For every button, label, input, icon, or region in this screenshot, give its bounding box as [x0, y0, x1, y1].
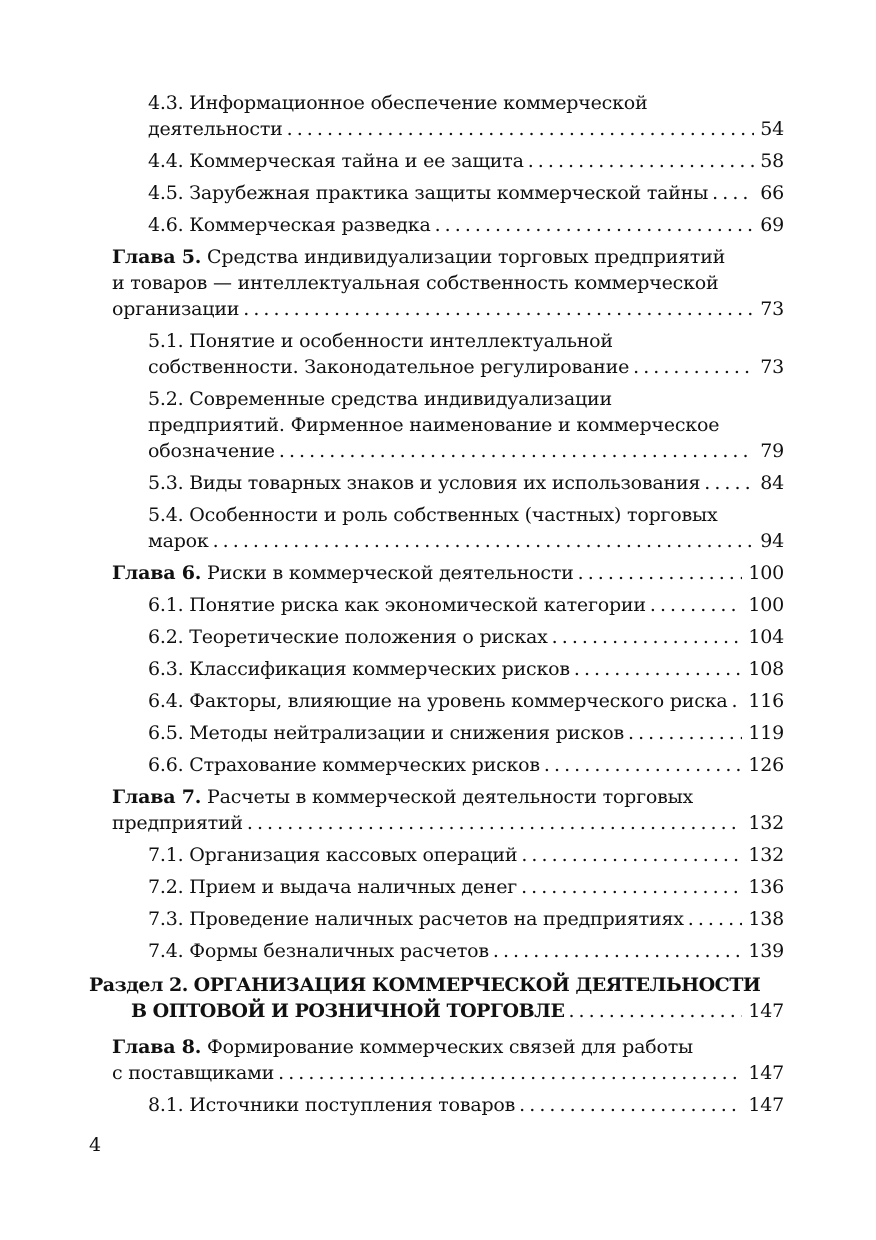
toc-entry-text: организации — [112, 298, 240, 320]
toc-entry-text: 5.1. Понятие и особенности интеллектуальной — [148, 330, 613, 352]
toc-entry-text: марок — [148, 530, 209, 552]
dot-leader — [578, 560, 743, 586]
toc-chapter-entry — [112, 560, 784, 586]
dot-leader — [521, 842, 742, 868]
toc-page-number: 79 — [760, 440, 784, 462]
page-number: 4 — [89, 1134, 102, 1156]
toc-page-number: 147 — [748, 1000, 784, 1022]
toc-entry-text: 4.5. Зарубежная практика защиты коммерческой тайны — [148, 182, 709, 204]
toc-entry-text: 7.3. Проведение наличных расчетов на предприятиях — [148, 908, 684, 930]
toc-chapter-entry — [112, 784, 784, 836]
dot-leader — [493, 938, 742, 964]
toc-entry — [148, 938, 784, 964]
toc-entry-text: 4.6. Коммерческая разведка — [148, 214, 431, 236]
toc-entry-text: 7.2. Прием и выдача наличных денег — [148, 876, 518, 898]
toc-page-number: 58 — [760, 150, 784, 172]
dot-leader — [213, 528, 755, 554]
toc-entry-text: 6.6. Страхование коммерческих рисков — [148, 754, 540, 776]
toc-entry-text: 5.2. Современные средства индивидуализации — [148, 388, 612, 410]
toc-entry-text: с поставщиками — [112, 1062, 275, 1084]
toc-entry-text: 4.4. Коммерческая тайна и ее защита — [148, 150, 524, 172]
dot-leader — [688, 906, 743, 932]
toc-entry-text: 6.3. Классификация коммерческих рисков — [148, 658, 570, 680]
toc-page-number: 108 — [748, 658, 784, 680]
toc-page-number: 66 — [760, 182, 784, 204]
toc-entry — [148, 90, 784, 142]
toc-entry — [148, 656, 784, 682]
dot-leader — [574, 656, 742, 682]
toc-page-number: 69 — [760, 214, 784, 236]
toc-entry-text: Средства индивидуализации торговых предприятий — [207, 246, 726, 268]
chapter-label: Глава 6. — [112, 562, 202, 584]
toc-entry-text: 6.4. Факторы, влияющие на уровень коммерческого риска — [148, 690, 728, 712]
toc-entry-text: 5.3. Виды товарных знаков и условия их использования — [148, 472, 701, 494]
toc-entry-text: 5.4. Особенности и роль собственных (частных) торговых — [148, 504, 718, 526]
toc-entry-text: собственности. Законодательное регулирование — [148, 356, 630, 378]
toc-entry — [148, 874, 784, 900]
toc-chapter-entry — [112, 1034, 784, 1086]
toc-entry — [148, 180, 784, 206]
toc-entry-text: 7.4. Формы безналичных расчетов — [148, 940, 489, 962]
toc-entry-text: 8.1. Источники поступления товаров — [148, 1094, 516, 1116]
toc-entry-text: 6.5. Методы нейтрализации и снижения рисков — [148, 722, 625, 744]
toc-entry — [148, 502, 784, 554]
toc-entry-text: Формирование коммерческих связей для работы — [207, 1036, 693, 1058]
toc-page-number: 104 — [748, 626, 784, 648]
toc-entry-text: 4.3. Информационное обеспечение коммерческой — [148, 92, 648, 114]
toc-page-number: 139 — [748, 940, 784, 962]
toc-entry — [148, 592, 784, 618]
toc-page-number: 119 — [748, 722, 784, 744]
chapter-label: Глава 8. — [112, 1036, 202, 1058]
dot-leader — [521, 874, 742, 900]
toc-page-number: 132 — [748, 812, 784, 834]
dot-leader — [732, 688, 743, 714]
dot-leader — [278, 1060, 742, 1086]
section-title: В ОПТОВОЙ И РОЗНИЧНОЙ ТОРГОВЛЕ — [131, 1000, 565, 1022]
toc-page-number: 84 — [760, 472, 784, 494]
toc-entry-text: предприятий — [112, 812, 243, 834]
toc-entry — [148, 752, 784, 778]
toc-entry-text: обозначение — [148, 440, 275, 462]
dot-leader — [519, 1092, 742, 1118]
toc-entry-text: предприятий. Фирменное наименование и коммерческое — [148, 414, 720, 436]
toc-page-number: 136 — [748, 876, 784, 898]
toc-entry — [148, 328, 784, 380]
toc-entry-text: 6.1. Понятие риска как экономической категории — [148, 594, 646, 616]
toc-entry-text: 7.1. Организация кассовых операций — [148, 844, 518, 866]
dot-leader — [704, 470, 754, 496]
toc-chapter-entry — [112, 244, 784, 322]
dot-leader — [435, 212, 755, 238]
toc-page-number: 147 — [748, 1094, 784, 1116]
dot-leader — [544, 752, 742, 778]
dot-leader — [247, 810, 742, 836]
toc-page-number: 100 — [748, 562, 784, 584]
toc-page-number: 138 — [748, 908, 784, 930]
toc-page-number: 54 — [760, 118, 784, 140]
toc-page-number: 73 — [760, 298, 784, 320]
dot-leader — [568, 998, 742, 1024]
dot-leader — [552, 624, 743, 650]
dot-leader — [528, 148, 755, 174]
toc-page-number: 94 — [760, 530, 784, 552]
toc-entry — [148, 720, 784, 746]
toc-entry-text: деятельности — [148, 118, 283, 140]
toc-entry — [148, 1092, 784, 1118]
dot-leader — [287, 116, 755, 142]
toc-entry — [148, 624, 784, 650]
dot-leader — [243, 296, 754, 322]
toc-entry — [148, 842, 784, 868]
dot-leader — [712, 180, 754, 206]
chapter-label: Глава 7. — [112, 786, 202, 808]
toc-entry — [148, 470, 784, 496]
toc-entry-text: 6.2. Теоретические положения о рисках — [148, 626, 548, 648]
toc-entry — [148, 906, 784, 932]
dot-leader — [628, 720, 742, 746]
section-label: Раздел 2. — [89, 974, 188, 996]
toc-page-number: 126 — [748, 754, 784, 776]
toc-page-number: 100 — [748, 594, 784, 616]
toc-page-number: 147 — [748, 1062, 784, 1084]
toc-section-entry — [89, 972, 784, 1024]
toc-entry-text: и товаров — интеллектуальная собственность коммерческой — [112, 272, 719, 294]
toc-entry — [148, 688, 784, 714]
dot-leader — [650, 592, 742, 618]
toc-entry — [148, 386, 784, 464]
toc-page-number: 116 — [748, 690, 784, 712]
toc-entry — [148, 212, 784, 238]
toc-entry-text: Риски в коммерческой деятельности — [207, 562, 574, 584]
toc-page-number: 73 — [760, 356, 784, 378]
dot-leader — [279, 438, 754, 464]
section-title: ОРГАНИЗАЦИЯ КОММЕРЧЕСКОЙ ДЕЯТЕЛЬНОСТИ — [193, 974, 761, 996]
chapter-label: Глава 5. — [112, 246, 202, 268]
toc-page-number: 132 — [748, 844, 784, 866]
toc-entry-text: Расчеты в коммерческой деятельности торговых — [207, 786, 694, 808]
toc-entry — [148, 148, 784, 174]
dot-leader — [633, 354, 754, 380]
